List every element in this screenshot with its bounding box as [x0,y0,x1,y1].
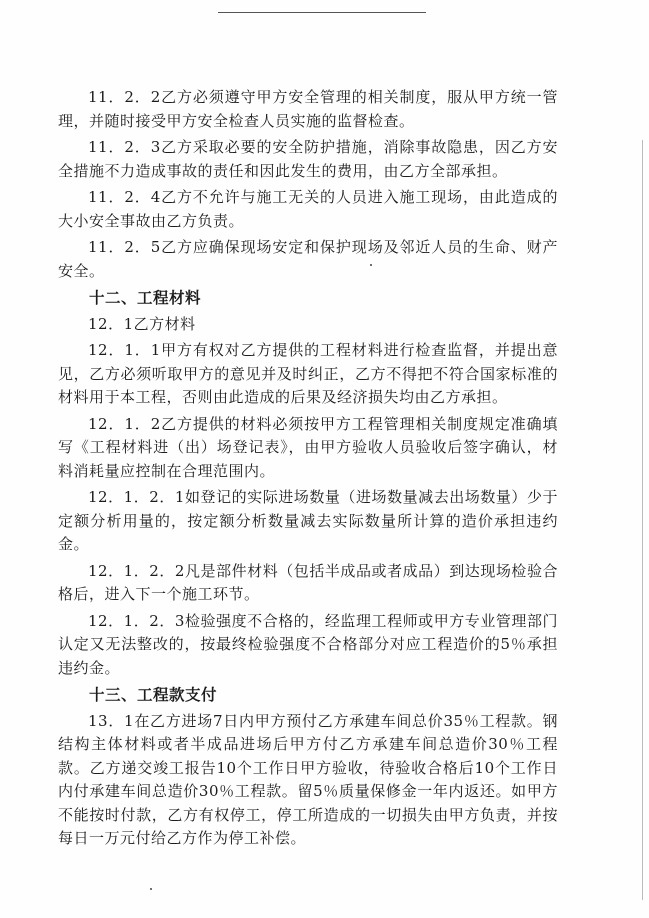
paragraph-13-1: 13．1在乙方进场7日内甲方预付乙方承建车间总价35％工程款。钢结构主体材料或者半成品进场后甲方付乙方承建车间总造价30％工程款。乙方递交竣工报告10个工作日甲方验收，待验收合格后10个工作日内付承建车间总造价30％工程款。留5％质量保修金一年内返还。如甲方不能按时付款，乙方有权停工，停工所造成的一切损失由甲方负责，并按每日一万元付给乙方作为停工补偿。 [58,711,558,847]
paragraph-12-1-2-2: 12．1．2．2凡是部件材料（包括半成品或者成品）到达现场检验合格后，进入下一个施工环节。 [58,561,558,603]
paragraph-11-2-5: 11．2．5乙方应确保现场安定和保护现场及邻近人员的生命、财产安全。 [58,238,558,280]
paragraph-12-1-2: 12．1．2乙方提供的材料必须按甲方工程管理相关制度规定准确填写《工程材料进（出）场登记表》，由甲方验收人员验收后签字确认，材料消耗量应控制在合理范围内。 [58,414,558,480]
paragraph-11-2-2: 11．2．2乙方必须遵守甲方安全管理的相关制度，服从甲方统一管理，并随时接受甲方安全检查人员实施的监督检查。 [58,88,558,130]
scan-speck [150,888,152,890]
page-edge-shadow [642,140,643,900]
top-rule-line [218,12,426,13]
section-heading-12: 十二、工程材料 [89,288,202,307]
paragraph-11-2-3: 11．2．3乙方采取必要的安全防护措施，消除事故隐患，因乙方安全措施不力造成事故的责任和因此发生的费用，由乙方全部承担。 [58,138,558,180]
paragraph-12-1-2-1: 12．1．2．1如登记的实际进场数量（进场数量减去出场数量）少于定额分析用量的，按定额分析数量减去实际数量所计算的造价承担违约金。 [58,488,558,553]
paragraph-12-1-2-3: 12．1．2．3检验强度不合格的，经监理工程师或甲方专业管理部门认定又无法整改的，按最终检验强度不合格部分对应工程造价的5％承担违约金。 [58,611,558,677]
paragraph-11-2-4: 11．2．4乙方不允许与施工无关的人员进入施工现场，由此造成的大小安全事故由乙方负责。 [58,188,558,230]
document-body [58,86,558,851]
section-heading-13: 十三、工程款支付 [89,685,218,704]
paragraph-12-1: 12．1乙方材料 [88,314,196,333]
paragraph-12-1-1: 12．1．1甲方有权对乙方提供的工程材料进行检查监督，并提出意见，乙方必须听取甲方的意见并及时纠正，乙方不得把不符合国家标准的材料用于本工程，否则由此造成的后果及经济损失均由乙方承担。 [58,341,558,406]
